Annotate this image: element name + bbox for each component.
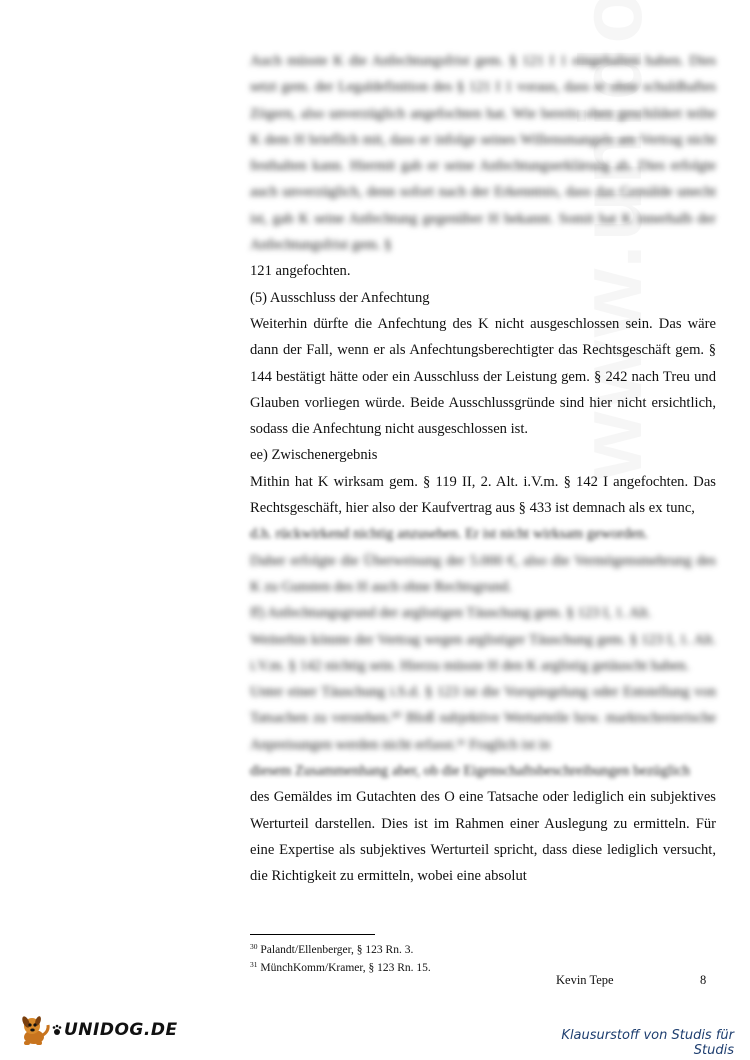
paragraph: Unter einer Täuschung i.S.d. § 123 ist die Vorspiegelung oder Entstellung von Tatsachen zu verstehen.³⁰ Bloß subjektive Werturteile bzw. marktschreierische Anpreisungen werden nicht erfasst.³¹ Fraglich ist in: [250, 684, 716, 753]
footnote-number: 31: [250, 959, 258, 969]
paragraph: diesem Zusammenhang aber, ob die Eigenschaftsbeschreibungen bezüglich: [250, 763, 690, 780]
logo-text: UNIDOG.DE: [64, 1020, 178, 1040]
section-heading: ee) Zwischenergebnis: [250, 447, 378, 464]
footnote: [250, 958, 431, 976]
paragraph: Weiterhin dürfte die Anfechtung des K nicht ausgeschlossen sein. Das wäre dann der Fall, wenn er als Anfechtungsberechtigter das Rechtsgeschäft gem. § 144 bestätigt hätte oder ein Ausschluss der Leistung gem. § 242 nach Treu und Glauben vorliegen würde. Beide Ausschlussgründe sind hier nicht ersichtlich, sodass die Anfechtung nicht ausgeschlossen ist.: [250, 315, 716, 438]
paragraph: Weiterhin könnte der Vertrag wegen arglistiger Täuschung gem. § 123 I, 1. Alt. i.V.m. § 142 nichtig sein. Hierzu müsste H den K arglistig getäuscht haben.: [250, 631, 716, 674]
body-text: [250, 48, 716, 890]
paw-icon: [52, 1024, 62, 1036]
footnote-number: 30: [250, 942, 258, 951]
footer-author: Kevin Tepe: [556, 973, 614, 987]
unidog-logo: [18, 1012, 178, 1048]
paragraph: des Gemäldes im Gutachten des O eine Tatsache oder lediglich ein subjektives Werturteil darstellen. Dies ist im Rahmen einer Auslegung zu ermitteln. Für eine Expertise als subjektives Werturteil spricht, dass diese lediglich versucht, die Richtigkeit zu ermitteln, wobei eine absolut: [250, 789, 716, 885]
paragraph: Mithin hat K wirksam gem. § 119 II, 2. Alt. i.V.m. § 142 I angefochten. Das Rechtsgeschäft, hier also der Kaufvertrag aus § 433 ist demnach als ex tunc,: [250, 473, 716, 517]
page-number: 8: [700, 973, 707, 987]
paragraph: Auch müsste K die Anfechtungsfrist gem. § 121 I 1 eingehalten haben. Dies setzt gem. der Legaldefinition des § 121 I 1 voraus, dass er ohne schuldhaftes Zögern, also unverzüglich angefochten hat. Wie bereits oben geschildert teilte K dem H brieflich mit, dass er infolge seines Willensmangels am Vertrag nicht festhalten kann. Hiermit gab er seine Anfechtungserklärung ab. Dies erfolgte auch unverzüglich, denn sofort nach der Erkenntnis, dass das Gemälde unecht ist, gab K seine Anfechtung gegenüber H bekannt. Somit hat K innerhalb der Anfechtungsfrist gem. §: [250, 53, 716, 254]
section-heading: (5) Ausschluss der Anfechtung: [250, 289, 430, 306]
section-heading: ff) Anfechtungsgrund der arglistigen Täuschung gem. § 123 I, 1. Alt.: [250, 605, 652, 622]
paragraph: 121 angefochten.: [250, 263, 351, 280]
dog-icon: [18, 1013, 52, 1047]
footnote: [250, 940, 431, 958]
footnote-text: Palandt/Ellenberger, § 123 Rn. 3.: [260, 944, 414, 956]
footnote-divider: [250, 934, 375, 935]
footnote-text: MünchKomm/Kramer, § 123 Rn. 15.: [260, 961, 431, 974]
paragraph: d.h. rückwirkend nichtig anzusehen. Er ist nicht wirksam geworden.: [250, 526, 648, 543]
paragraph: Daher erfolgte die Überweisung der 5.000 €, also die Vermögensmehrung des K zu Gunsten des H auch ohne Rechtsgrund.: [250, 552, 716, 595]
footnotes: [250, 940, 431, 975]
footer-slogan: Klausurstoff von Studis für Studis: [561, 1028, 734, 1058]
